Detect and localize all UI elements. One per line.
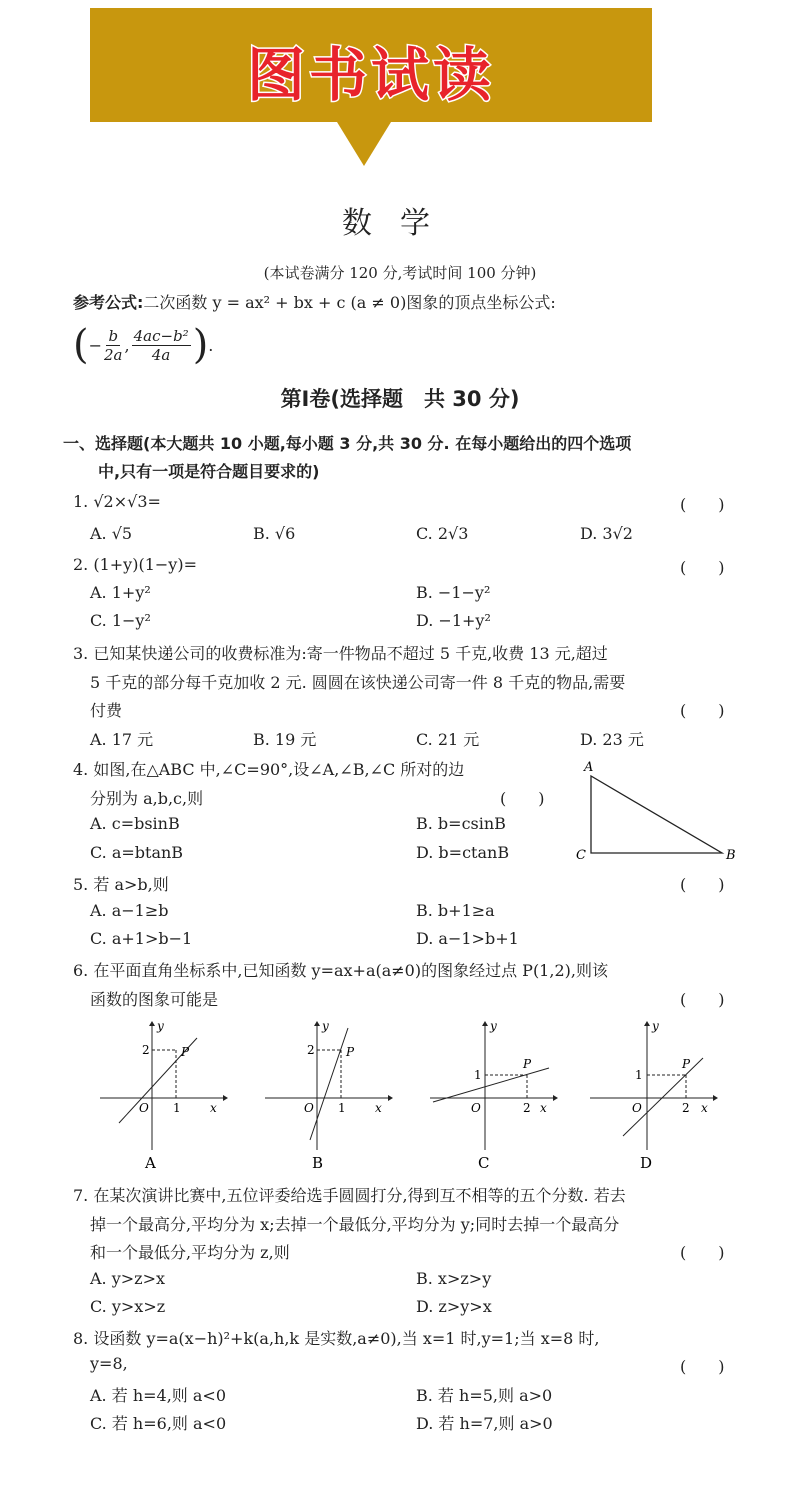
- graph-c: [425, 1018, 560, 1173]
- svg-text:y: y: [490, 1019, 497, 1033]
- graph-c-label: C: [478, 1154, 490, 1172]
- svg-text:P: P: [523, 1057, 532, 1071]
- banner-arrow: [337, 122, 391, 166]
- svg-text:P: P: [346, 1045, 355, 1059]
- vertex-b: B: [726, 848, 736, 863]
- svg-text:O: O: [139, 1101, 149, 1115]
- svg-text:P: P: [181, 1045, 190, 1059]
- frac1-num: b: [108, 326, 119, 345]
- svg-text:2: 2: [682, 1101, 690, 1115]
- svg-text:y: y: [652, 1019, 659, 1033]
- q3-option-c: C. 21 元: [416, 730, 480, 749]
- svg-text:1: 1: [474, 1068, 482, 1082]
- q5-bracket: ( ): [680, 875, 725, 894]
- exam-note: (本试卷满分 120 分,考试时间 100 分钟): [263, 264, 537, 282]
- section-title: 第Ⅰ卷(选择题 共 30 分): [280, 387, 520, 411]
- graph-d: [585, 1018, 720, 1173]
- svg-text:2: 2: [142, 1043, 150, 1057]
- q1-option-a: A. √5: [90, 524, 133, 543]
- svg-text:x: x: [540, 1101, 547, 1115]
- graph-d-label: D: [640, 1154, 653, 1172]
- svg-text:O: O: [632, 1101, 642, 1115]
- q1-stem: 1. √2×√3=: [73, 492, 161, 511]
- q7-option-c: C. y>x>z: [90, 1297, 166, 1316]
- reference-formula: [73, 290, 743, 313]
- q4-line-1: 4. 如图,在△ABC 中,∠C=90°,设∠A,∠B,∠C 所对的边: [73, 760, 465, 779]
- vertex-formula: ( − $\frac{b}{2a}$ , $\frac{\text{4ac−b²}}{4a}$ ) .: [73, 322, 214, 368]
- q2-stem: 2. (1+y)(1−y)=: [73, 555, 197, 574]
- q5-option-d: D. a−1>b+1: [416, 929, 519, 948]
- q7-line-1: 7. 在某次演讲比赛中,五位评委给选手圆圆打分,得到互不相等的五个分数. 若去: [73, 1186, 626, 1205]
- q3-option-a: A. 17 元: [90, 730, 154, 749]
- q8-line-1: 8. 设函数 y=a(x−h)²+k(a,h,k 是实数,a≠0),当 x=1 时,y=1;当 x=8 时,: [73, 1329, 600, 1348]
- vertex-a: A: [584, 760, 594, 775]
- q3-line-1: 3. 已知某快递公司的收费标准为:寄一件物品不超过 5 千克,收费 13 元,超过: [73, 644, 608, 663]
- q1-option-d: D. 3√2: [580, 524, 633, 543]
- svg-text:2: 2: [307, 1043, 315, 1057]
- triangle-abc: [591, 776, 722, 853]
- q6-bracket: ( ): [680, 990, 725, 1009]
- q8-option-b: B. 若 h=5,则 a>0: [416, 1386, 553, 1405]
- svg-text:y: y: [157, 1019, 164, 1033]
- part-heading-1: 一、选择题(本大题共 10 小题,每小题 3 分,共 30 分. 在每小题给出的四个选项: [63, 434, 632, 453]
- q8-option-d: D. 若 h=7,则 a>0: [416, 1414, 553, 1433]
- vertex-c: C: [576, 848, 586, 863]
- frac2-num: 4ac−b²: [133, 326, 189, 345]
- q4-line-2: 分别为 a,b,c,则: [90, 789, 204, 808]
- graph-a: [95, 1018, 230, 1173]
- svg-text:2: 2: [523, 1101, 531, 1115]
- q7-option-d: D. z>y>x: [416, 1297, 492, 1316]
- frac1-den: 2a: [104, 345, 123, 364]
- q6-line-2: 函数的图象可能是: [90, 990, 219, 1009]
- q8-bracket: ( ): [680, 1357, 725, 1376]
- q3-bracket: ( ): [680, 701, 725, 720]
- q1-bracket: ( ): [680, 495, 725, 514]
- q8-option-a: A. 若 h=4,则 a<0: [90, 1386, 227, 1405]
- svg-text:1: 1: [338, 1101, 346, 1115]
- svg-text:x: x: [701, 1101, 708, 1115]
- q5-stem: 5. 若 a>b,则: [73, 875, 169, 894]
- q4-bracket: ( ): [500, 789, 545, 808]
- graph-b: [260, 1018, 395, 1173]
- q1-option-c: C. 2√3: [416, 524, 469, 543]
- q6-line-1: 6. 在平面直角坐标系中,已知函数 y=ax+a(a≠0)的图象经过点 P(1,2),则该: [73, 961, 608, 980]
- q7-line-3: 和一个最低分,平均分为 z,则: [90, 1243, 290, 1262]
- q2-option-b: B. −1−y²: [416, 583, 491, 602]
- q3-option-d: D. 23 元: [580, 730, 644, 749]
- graph-b-label: B: [312, 1154, 324, 1172]
- reference-label: 参考公式:: [73, 293, 144, 312]
- graph-a-label: A: [145, 1154, 156, 1172]
- svg-text:x: x: [210, 1101, 217, 1115]
- q3-option-b: B. 19 元: [253, 730, 317, 749]
- q7-line-2: 掉一个最高分,平均分为 x;去掉一个最低分,平均分为 y;同时去掉一个最高分: [90, 1215, 620, 1234]
- svg-text:O: O: [471, 1101, 481, 1115]
- q5-option-b: B. b+1≥a: [416, 901, 495, 920]
- q2-option-d: D. −1+y²: [416, 611, 491, 630]
- svg-text:P: P: [682, 1057, 691, 1071]
- q7-bracket: ( ): [680, 1243, 725, 1262]
- svg-text:O: O: [304, 1101, 314, 1115]
- q1-option-b: B. √6: [253, 524, 296, 543]
- banner: [90, 8, 652, 122]
- svg-text:x: x: [375, 1101, 382, 1115]
- q8-line-2: y=8,: [90, 1354, 128, 1373]
- q5-option-a: A. a−1≥b: [90, 901, 169, 920]
- q2-option-a: A. 1+y²: [90, 583, 151, 602]
- q4-option-d: D. b=ctanB: [416, 843, 510, 862]
- q7-option-b: B. x>z>y: [416, 1269, 492, 1288]
- svg-text:1: 1: [173, 1101, 181, 1115]
- reference-text: 二次函数 y = ax² + bx + c (a ≠ 0)图象的顶点坐标公式:: [143, 293, 556, 312]
- q8-option-c: C. 若 h=6,则 a<0: [90, 1414, 227, 1433]
- triangle-figure: [570, 755, 745, 867]
- q4-option-b: B. b=csinB: [416, 814, 506, 833]
- part-heading-2: 中,只有一项是符合题目要求的): [98, 462, 320, 481]
- q4-option-c: C. a=btanB: [90, 843, 184, 862]
- frac2-den: 4a: [151, 345, 171, 364]
- q2-option-c: C. 1−y²: [90, 611, 151, 630]
- q3-line-3: 付费: [90, 701, 123, 720]
- graph-b-line: [310, 1028, 348, 1140]
- graph-c-line: [433, 1068, 549, 1102]
- q3-line-2: 5 千克的部分每千克加收 2 元. 圆圆在该快递公司寄一件 8 千克的物品,需要: [90, 673, 626, 692]
- page-title: 数学: [342, 206, 458, 241]
- q2-bracket: ( ): [680, 558, 725, 577]
- q5-option-c: C. a+1>b−1: [90, 929, 193, 948]
- svg-text:y: y: [322, 1019, 329, 1033]
- q4-option-a: A. c=bsinB: [90, 814, 180, 833]
- banner-text: 图书试读: [246, 41, 495, 109]
- q7-option-a: A. y>z>x: [90, 1269, 166, 1288]
- svg-text:1: 1: [635, 1068, 643, 1082]
